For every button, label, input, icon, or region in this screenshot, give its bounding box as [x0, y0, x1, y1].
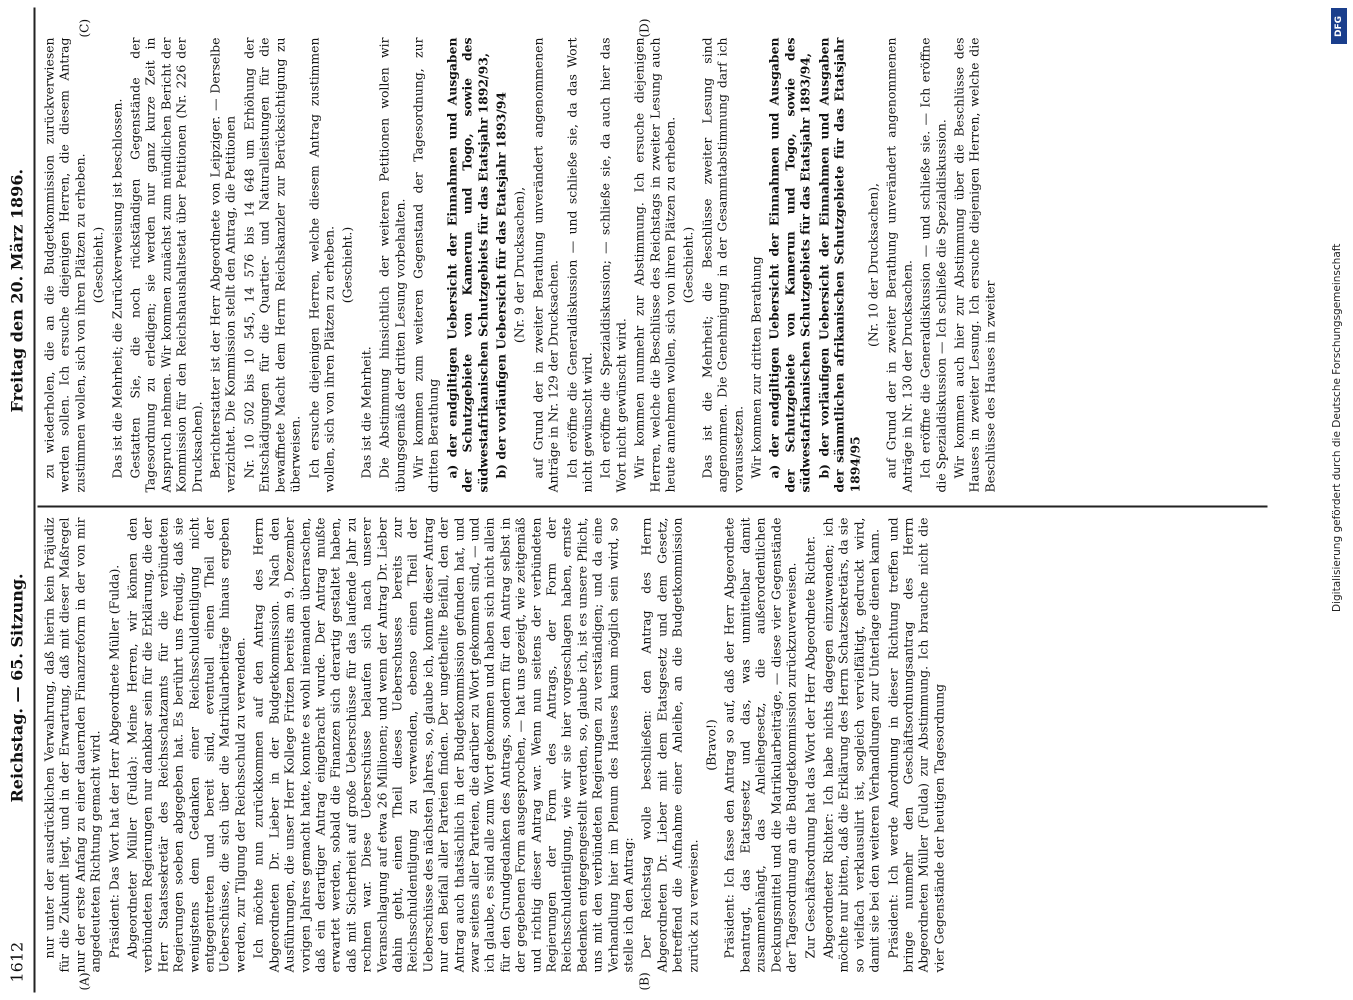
paragraph: Wir kommen auch hier zur Abstimmung über die Beschlüsse des Hauses in zweiter Lesung. Ich ersuche diejenigen Herren, welche die Beschlüsse des Hauses in zweiter [951, 37, 998, 493]
paragraph: auf Grund der in zweiter Berathung unverändert angenommenen Anträge in Nr. 130 der Drucksachen. [883, 37, 915, 493]
paragraph: Ich eröffne die Generaldiskussion — und schließe sie. — Ich eröffne die Spezialdiskussion — Ich schließe die Spezialdiskussion. [917, 37, 949, 493]
paragraph: Abgeordneter Müller (Fulda): Meine Herren, wir können den verbündeten Regierungen nur dankbar sein für die Erklärung, die der Herr Staatssekretär des Reichsschatzamts für die verbündeten Regierungen soeben abgegeben hat. Es berührt uns freudig, daß sie wenigstens dem Gedanken einer Reichsschuldentilgung nicht entgegentreten und bereit sind, eventuell einen Theil der Ueberschüsse, die sich über die Matrikularbeiträge hinaus ergeben werden, zur Tilgung der Reichsschuld zu verwenden. [124, 517, 248, 973]
paragraph: Der Reichstag wolle beschließen: den Antrag des Herrn Abgeordneten Dr. Lieber mit dem Etatsgesetz und dem Gesetz, betreffend die Aufnahme einer Anleihe, an die Budgetkommission zurück zu verweisen. [638, 517, 701, 973]
paragraph: Ich ersuche diejenigen Herren, welche diesem Antrag zustimmen wollen, sich von ihren Plätzen zu erheben. [306, 37, 337, 493]
paragraph: Zur Geschäftsordnung hat das Wort der Herr Abgeordnete Richter. [802, 535, 817, 959]
session-title: Reichstag. — 65. Sitzung. [7, 573, 27, 803]
paragraph: Gestatten Sie, die noch rückständigen Gegenstände der Tagesordnung zu erledigen; sie werden nur ganz kurze Zeit in Anspruch nehmen. Wir kommen zunächst zum mündlichen Bericht der Kommission für den Reichshaushaltsetat über Petitionen (Nr. 226 der Drucksachen). [127, 37, 205, 493]
paragraph: b) der vorläufigen Uebersicht der Einnahmen und Ausgaben der sämmtlichen afrikanischen Schutzgebiete für das Etatsjahr 1894/95 [816, 37, 862, 493]
paragraph: Das ist die Mehrheit. [358, 346, 374, 479]
dfg-logo-icon: DFG [1331, 8, 1347, 44]
digitization-sidebar [1329, 8, 1351, 998]
paragraph: (Geschieht.) [339, 226, 355, 304]
margin-marker-a: (A) [77, 972, 92, 991]
paragraph: Ich möchte nun zurückkommen auf den Antrag des Herrn Abgeordneten Dr. Lieber in der Budgetkommission. Nach den Ausführungen, die unser Herr Kollege Fritzen bereits am 9. Dezember vorigen Jahres gemacht hatte, konnte es wohl niemanden überraschen, daß ein derartiger Antrag eingebracht wurde. Der Antrag mußte erwartet werden, sobald die Finanzen sich derartig gestaltet haben, daß mit Sicherheit auf große Ueberschüsse für das laufende Jahr zu rechnen war. Diese Ueberschüsse belaufen sich nach unserer Veranschlagung auf etwa 26 Millionen; und wenn der Antrag Dr. Lieber dahin geht, einen Theil dieses Ueberschusses bereits zur Reichsschuldentilgung zu verwenden, ebenso einen Theil der Ueberschüsse des nächsten Jahres, so, glaube ich, konnte dieser Antrag nur den Beifall aller Parteien finden. Der ungetheilte Beifall, den der Antrag auch thatsächlich in der Budgetkommission gefunden hat, und zwar seitens aller Parteien, die darüber zu Wort gekommen sind, — und ich glaube, es sind alle zum Wort gekommen und haben sich nicht allein für den Grundgedanken des Antrags, sondern für den Antrag selbst in der gegebenen Form ausgesprochen, — hat uns gezeigt, wie zeitgemäß und richtig dieser Antrag war. Wenn nun seitens der verbündeten Regierungen der Form des Antrags, der Form der Reichsschuldentilgung, wie wir sie hier vorgeschlagen haben, ernste Bedenken entgegengestellt werden, so, glaube ich, ist es unsere Pflicht, uns mit den verbündeten Regierungen zu verständigen; und da eine Verhandlung hier im Plenum des Hauses kaum möglich sein wird, so stelle ich den Antrag: [250, 517, 636, 973]
paragraph: nur unter der ausdrücklichen Verwahrung, daß hierin kein Präjudiz für die Zukunft liegt, und in der Erwartung, daß mit dieser Maßregel nur der erste Anfang zu einer dauernden Finanzreform in der von mir angedeuteten Richtung gemacht wird. [41, 517, 103, 973]
paragraph: auf Grund der in zweiter Berathung unverändert angenommenen Anträge in Nr. 129 der Drucksachen. [530, 37, 561, 493]
paragraph: Ich eröffne die Generaldiskussion — und schließe sie, da das Wort nicht gewünscht wird. [564, 37, 595, 493]
paragraph: Präsident: Ich werde Anordnung in dieser Richtung treffen und bringe nunmehr den Geschäftsordnungsantrag des Herrn Abgeordneten Müller (Fulda) zur Abstimmung. Ich brauche nicht die vier Gegenstände der heutigen Tagesordnung [885, 517, 947, 973]
margin-marker-b: (B) [637, 972, 652, 991]
paragraph: a) der endgiltigen Uebersicht der Einnahmen und Ausgaben der Schutzgebiete von Kamerun und Togo, sowie des südwestafrikanischen Schutzgebiets für das Etatsjahr 1892/93, [444, 37, 491, 493]
paragraph: (Bravo!) [703, 719, 719, 771]
paragraph: Wir kommen nunmehr zur Abstimmung. Ich ersuche diejenigen Herren, welche die Beschlüsse des Reichstags in zweiter Lesung auch heute annehmen wollen, sich von ihren Plätzen zu erheben. [631, 37, 678, 493]
paragraph: Wir kommen zur dritten Berathung [748, 256, 764, 479]
paragraph: Abgeordneter Richter: Ich habe nichts dagegen einzuwenden; ich möchte nur bitten, daß die Erklärung des Herrn Schatzsekretärs, da sie so vielfach verklausulirt ist, sogleich vervielfältigt, gedruckt wird, damit sie bei den weiteren Verhandlungen zur Unterlage dienen kann. [820, 517, 882, 973]
rotated-document-page [0, 8, 1288, 993]
paragraph: Die Abstimmung hinsichtlich der weiteren Petitionen wollen wir übungsgemäß der dritten Lesung vorbehalten. [376, 37, 408, 493]
paragraph: Nr. 10 502 bis 10 545, 14 576 bis 14 648 um Erhöhung der Entschädigungen für die Quartier- und Naturalleistungen für die bewaffnete Macht dem Herrn Reichskanzler zur Berücksichtigung zu überweisen. [241, 37, 303, 493]
page-number: 1612 [7, 941, 27, 983]
session-date: Freitag den 20. März 1896. [7, 168, 27, 413]
margin-marker-d: (D) [637, 18, 652, 38]
paragraph: Präsident: Ich fasse den Antrag so auf, daß der Herr Abgeordnete beantragt, das Etatsgesetz und das, was unmittelbar damit zusammenhängt, das Anleihegesetz, die außerordentlichen Deckungsmittel und die Matrikularbeiträge, — diese vier Gegenstände der Tagesordnung an die Budgetkommission zurückzuverweisen. [721, 517, 799, 973]
paragraph: Das ist die Mehrheit; die Beschlüsse zweiter Lesung sind angenommen. Die Genehmigung in der Gesammtabstimmung darf ich voraussetzen. [699, 37, 746, 493]
paragraph: Berichterstatter ist der Herr Abgeordnete von Leipziger. — Derselbe verzichtet. Die Kommission stellt den Antrag, die Petitionen [207, 37, 238, 493]
paragraph: Das ist die Mehrheit; die Zurückverweisung ist beschlossen. [109, 98, 125, 479]
paragraph: (Geschieht.) [90, 226, 106, 304]
paragraph: Wir kommen zum weiteren Gegenstand der Tagesordnung, zur dritten Berathung [410, 37, 441, 493]
column-divider [38, 506, 1268, 508]
paragraph: Präsident: Das Wort hat der Herr Abgeordnete Müller (Fulda). [106, 564, 122, 959]
left-column [42, 518, 1268, 973]
paragraph: zu wiederholen, die an die Budgetkommission zurückverwiesen werden sollen. Ich ersuche diejenigen Herren, die diesem Antrag zustimmen wollen, sich von ihren Plätzen zu erheben. [41, 37, 88, 493]
paragraph: (Geschieht.) [680, 226, 696, 304]
right-column [42, 38, 1268, 493]
paragraph: Ich eröffne die Spezialdiskussion; — schließe sie, da auch hier das Wort nicht gewünscht wird. [597, 37, 629, 493]
paragraph: (Nr. 10 der Drucksachen), [865, 183, 881, 347]
paragraph: (Nr. 9 der Drucksachen), [511, 186, 527, 344]
digitization-note: Digitalisierung gefördert durch die Deutsche Forschungsgemeinschaft [1331, 243, 1343, 612]
margin-marker-c: (C) [77, 18, 92, 38]
page-header [4, 8, 36, 993]
paragraph: b) der vorläufigen Uebersicht für das Etatsjahr 1893/94 [493, 91, 509, 479]
paragraph: a) der endgiltigen Uebersicht der Einnahmen und Ausgaben der Schutzgebiete von Kamerun und Togo, sowie des südwestafrikanischen Schutzgebiets für das Etatsjahr 1893/94, [766, 37, 813, 493]
